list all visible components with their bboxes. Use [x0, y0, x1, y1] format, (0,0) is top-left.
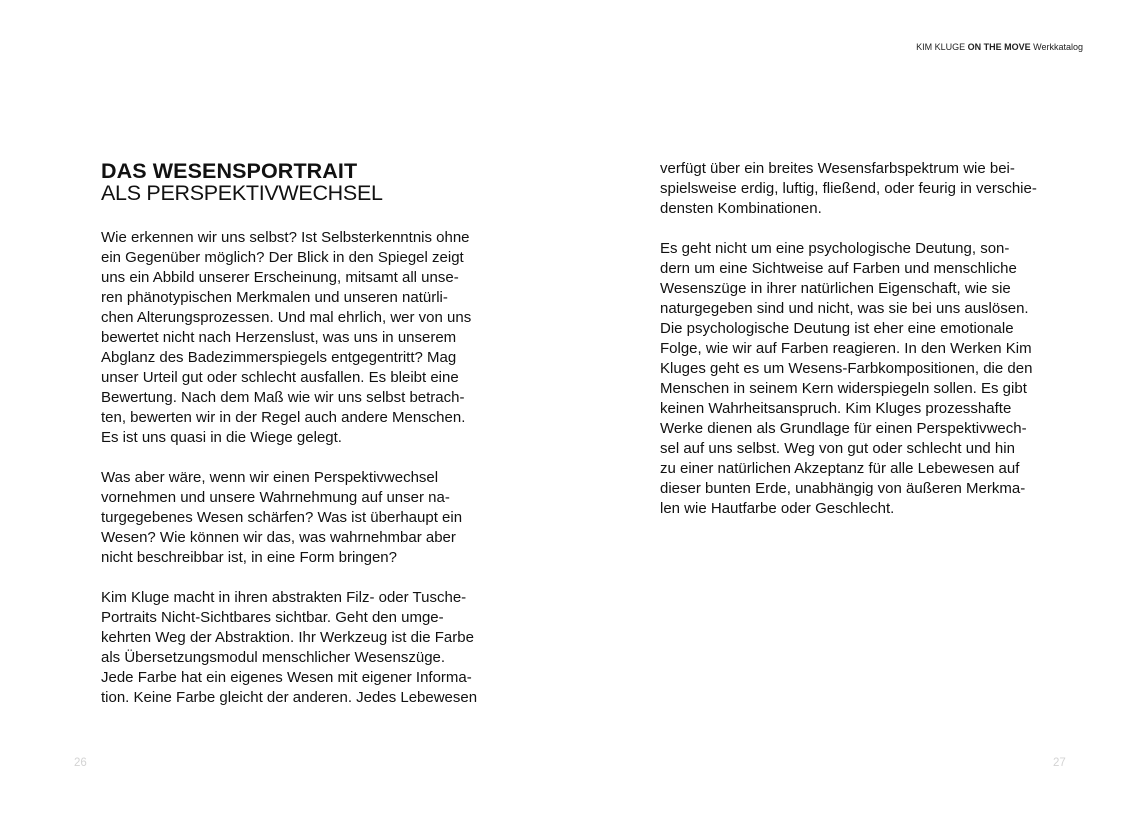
text-line: bewertet nicht nach Herzenslust, was uns in unserem — [101, 329, 457, 346]
text-line: Bewertung. Nach dem Maß wie wir uns selbst betrach- — [101, 389, 465, 406]
text-line: ren phänotypischen Merkmalen und unseren natürli- — [101, 289, 448, 306]
header-prefix: KIM KLUGE — [916, 42, 968, 52]
text-line: ein Gegenüber möglich? Der Blick in den Spiegel zeigt — [101, 249, 464, 266]
text-line: Wesenszüge in ihrer natürlichen Eigenschaft, wie sie — [660, 280, 1011, 297]
text-line: Es geht nicht um eine psychologische Deutung, son- — [660, 240, 1010, 257]
text-line: dieser bunten Erde, unabhängig von äußeren Merkma- — [660, 480, 1026, 497]
text-line: Die psychologische Deutung ist eher eine emotionale — [660, 320, 1014, 337]
text-line: tion. Keine Farbe gleicht der anderen. Jedes Lebewesen — [101, 689, 478, 706]
text-line: Werke dienen als Grundlage für einen Perspektivwech- — [660, 420, 1027, 437]
text-line: keinen Wahrheitsanspruch. Kim Kluges prozesshafte — [660, 400, 1012, 417]
text-line: nicht beschreibbar ist, in eine Form bringen? — [101, 549, 397, 566]
text-line: naturgegeben sind und nicht, was sie bei uns auslösen. — [660, 300, 1029, 317]
right-column — [660, 159, 1050, 539]
chapter-title — [101, 160, 383, 204]
text-line: sel auf uns selbst. Weg von gut oder schlecht und hin — [660, 440, 1015, 457]
text-line: Kluges geht es um Wesens-Farbkompositionen, die den — [660, 360, 1033, 377]
text-line: zu einer natürlichen Akzeptanz für alle Lebewesen auf — [660, 460, 1020, 477]
text-line: spielsweise erdig, luftig, fließend, oder feurig in verschie- — [660, 180, 1037, 197]
text-line: Menschen in seinem Kern widerspiegeln sollen. Es gibt — [660, 380, 1027, 397]
text-line: Portraits Nicht-Sichtbares sichtbar. Geht den umge- — [101, 609, 444, 626]
text-line: kehrten Weg der Abstraktion. Ihr Werkzeug ist die Farbe — [101, 629, 474, 646]
text-line: len wie Hautfarbe oder Geschlecht. — [660, 500, 895, 517]
text-line: vornehmen und unsere Wahrnehmung auf unser na- — [101, 489, 450, 506]
text-line: Es ist uns quasi in die Wiege gelegt. — [101, 429, 342, 446]
title-sub: ALS PERSPEKTIVWECHSEL — [101, 181, 383, 205]
text-line: uns ein Abbild unserer Erscheinung, mitsamt all unse- — [101, 269, 459, 286]
paragraph — [660, 159, 1050, 219]
header-suffix: Werkkatalog — [1030, 42, 1083, 52]
text-line: Was aber wäre, wenn wir einen Perspektivwechsel — [101, 469, 439, 486]
text-line: ten, bewerten wir in der Regel auch andere Menschen. — [101, 409, 466, 426]
paragraph — [101, 228, 491, 448]
running-header — [916, 42, 1083, 52]
text-line: Wesen? Wie können wir das, was wahrnehmbar aber — [101, 529, 456, 546]
text-line: dern um eine Sichtweise auf Farben und menschliche — [660, 260, 1017, 277]
text-line: Wie erkennen wir uns selbst? Ist Selbsterkenntnis ohne — [101, 229, 470, 246]
text-line: turgegebenes Wesen schärfen? Was ist überhaupt ein — [101, 509, 463, 526]
title-main: DAS WESENSPORTRAIT — [101, 159, 358, 183]
paragraph — [101, 588, 491, 708]
left-column — [101, 228, 491, 728]
paragraph — [660, 239, 1050, 519]
text-line: Abglanz des Badezimmerspiegels entgegentritt? Mag — [101, 349, 457, 366]
text-line: Folge, wie wir auf Farben reagieren. In den Werken Kim — [660, 340, 1032, 357]
text-line: densten Kombinationen. — [660, 200, 822, 217]
header-bold: ON THE MOVE — [967, 42, 1031, 52]
text-line: verfügt über ein breites Wesensfarbspektrum wie bei- — [660, 160, 1015, 177]
page-number-right: 27 — [1053, 757, 1066, 769]
text-line: unser Urteil gut oder schlecht ausfallen. Es bleibt eine — [101, 369, 459, 386]
text-line: Kim Kluge macht in ihren abstrakten Filz- oder Tusche- — [101, 589, 467, 606]
paragraph — [101, 468, 491, 568]
page-number-left: 26 — [74, 757, 87, 769]
text-line: Jede Farbe hat ein eigenes Wesen mit eigener Informa- — [101, 669, 472, 686]
text-line: als Übersetzungsmodul menschlicher Wesenszüge. — [101, 649, 446, 666]
text-line: chen Alterungsprozessen. Und mal ehrlich, wer von uns — [101, 309, 472, 326]
